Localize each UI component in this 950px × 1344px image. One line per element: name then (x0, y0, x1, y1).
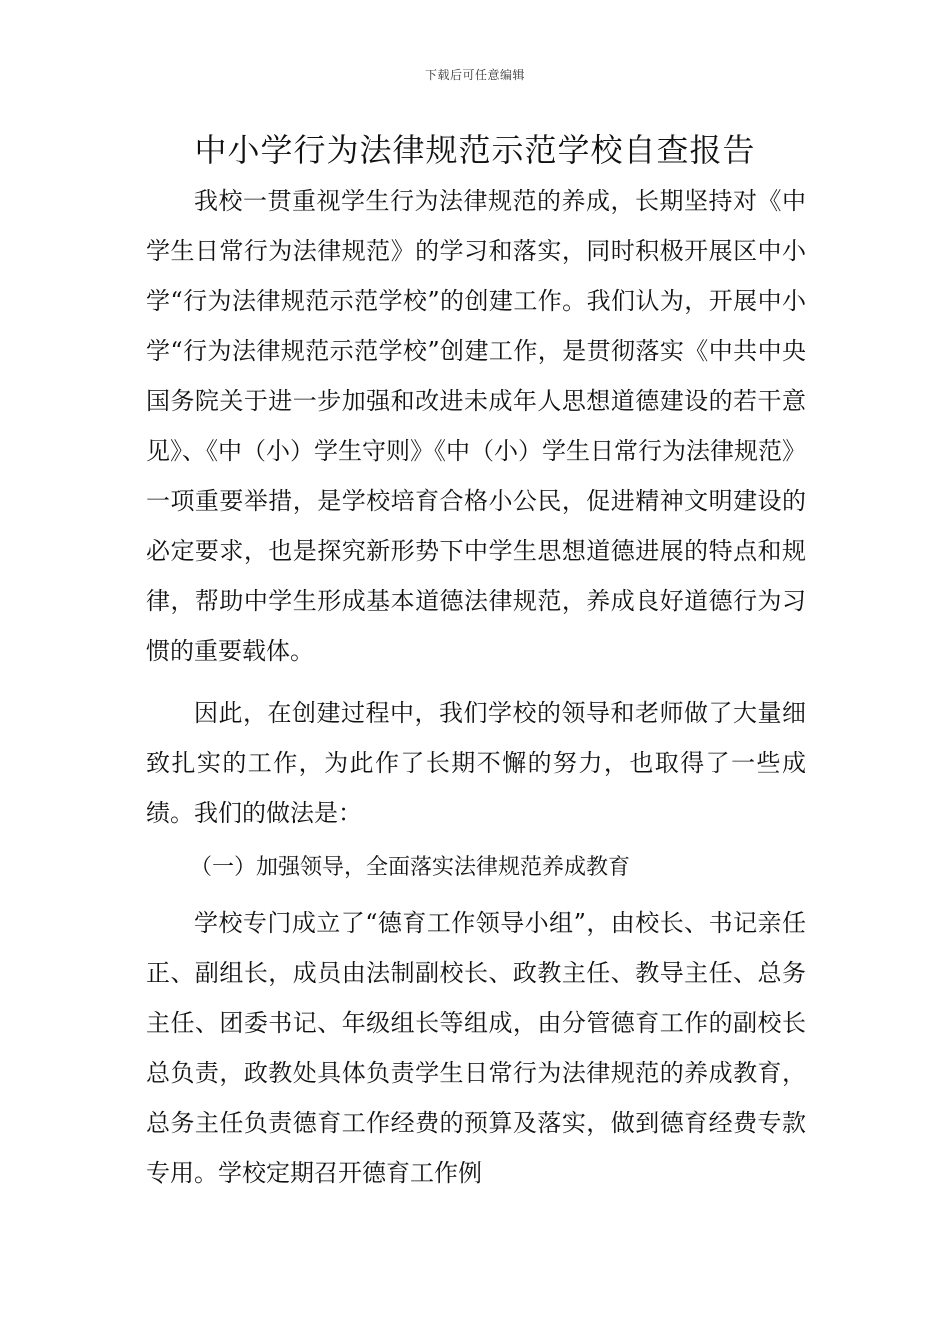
document-body (146, 176, 806, 1198)
page-header-note: 下载后可任意编辑 (424, 68, 525, 82)
document-title: 中小学行为法律规范示范学校自查报告 (194, 131, 756, 169)
paragraph-leadership: 学校专门成立了“德育工作领导小组”，由校长、书记亲任正、副组长，成员由法制副校长、政教主任、教导主任、总务主任、团委书记、年级组长等组成，由分管德育工作的副校长总负责，政教处具体负责学生日常行为法律规范的养成教育，总务主任负责德育工作经费的预算及落实，做到德育经费专款专用。学校定期召开德育工作例 (146, 909, 806, 1187)
paragraph-intro: 我校一贯重视学生行为法律规范的养成，长期坚持对《中学生日常行为法律规范》的学习和落实，同时积极开展区中小学“行为法律规范示范学校”的创建工作。我们认为，开展中小学“行为法律规范示范学校”创建工作，是贯彻落实《中共中央国务院关于进一步加强和改进未成年人思想道德建设的若干意见》、《中（小）学生守则》《中（小）学生日常行为法律规范》一项重要举措，是学校培育合格小公民，促进精神文明建设的必定要求，也是探究新形势下中学生思想道德进展的特点和规律，帮助中学生形成基本道德法律规范，养成良好道德行为习惯的重要载体。 (146, 187, 806, 665)
paragraph-therefore: 因此，在创建过程中，我们学校的领导和老师做了大量细致扎实的工作，为此作了长期不懈的努力，也取得了一些成绩。我们的做法是： (146, 699, 806, 827)
section-heading-1: （一）加强领导，全面落实法律规范养成教育 (190, 855, 631, 880)
